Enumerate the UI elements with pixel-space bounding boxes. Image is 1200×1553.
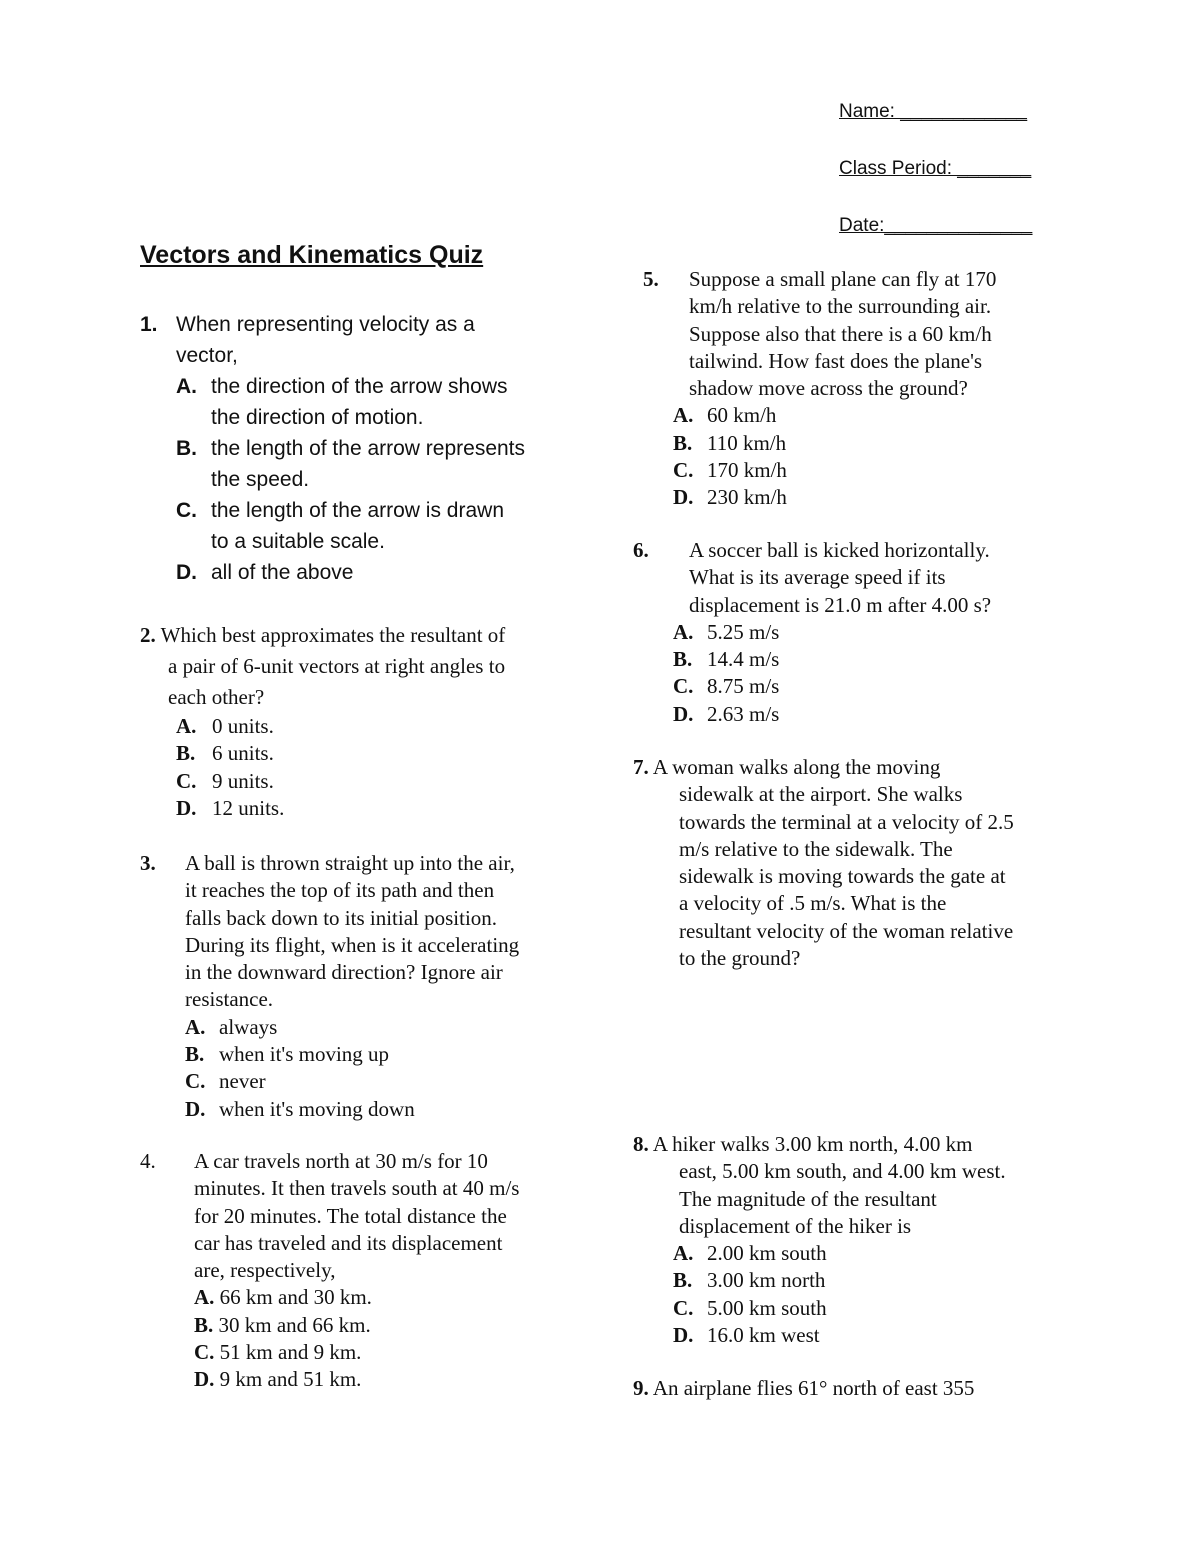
question-number: 4. [140,1149,156,1173]
option-letter: D. [673,701,694,726]
question-stem-line: A ball is thrown straight up into the air, [185,851,515,875]
question-stem-line: it reaches the top of its path and then [185,878,495,903]
option-b [140,740,570,767]
question-2 [140,620,570,822]
option-letter: D. [673,485,694,510]
question-4 [140,1148,580,1394]
option-letter: B. [176,437,197,460]
option-letter: C. [176,768,197,793]
question-number: 7. [633,755,649,779]
option-text: 14.4 m/s [707,647,780,672]
question-stem-line: displacement is 21.0 m after 4.00 s? [689,592,992,617]
date-field: Date:______________ [839,215,1033,236]
question-number: 3. [140,851,156,875]
option-text: 230 km/h [707,485,787,510]
option-text: 3.00 km north [707,1268,826,1293]
option-text: the length of the arrow represents [211,437,526,460]
option-letter: C. [673,1295,694,1320]
option-letter: A. [194,1285,215,1310]
option-text: when it's moving down [219,1096,415,1121]
option-a [633,619,1053,646]
option-c [633,673,1053,700]
option-c [140,1068,580,1095]
option-letter: B. [194,1312,214,1337]
option-text: never [219,1069,266,1094]
question-7 [633,754,1063,972]
option-a [140,713,570,740]
question-stem-line: km/h relative to the surrounding air. [689,294,992,319]
question-number: 9. [633,1376,649,1400]
option-c [633,1295,1063,1322]
option-letter: D. [194,1367,215,1392]
question-stem-line: falls back down to its initial position. [185,905,498,930]
question-number: 2. [140,623,156,647]
option-letter: B. [185,1042,205,1067]
option-letter: A. [673,1241,694,1266]
option-text: 170 km/h [707,458,787,483]
question-stem-line: What is its average speed if its [689,565,946,590]
question-stem-line: Suppose also that there is a 60 km/h [689,321,992,346]
option-letter: A. [176,375,197,398]
question-stem-line: When representing velocity as a [176,313,475,336]
question-stem-line: a velocity of .5 m/s. What is the [679,891,947,916]
option-text: 12 units. [212,795,285,820]
option-a [140,371,580,433]
question-stem-line: Suppose a small plane can fly at 170 [689,267,997,291]
option-text: 8.75 m/s [707,674,780,699]
option-a [140,1284,580,1311]
question-stem-line: displacement of the hiker is [679,1213,912,1238]
question-stem-line: A hiker walks 3.00 km north, 4.00 km [652,1132,973,1156]
option-d [640,484,1040,511]
question-stem-line: m/s relative to the sidewalk. The [679,836,953,861]
question-stem-line: sidewalk is moving towards the gate at [679,864,1006,889]
option-c [140,1339,580,1366]
option-text: 5.00 km south [707,1295,827,1320]
option-letter: C. [673,674,694,699]
name-field: Name: ____________ [839,101,1028,122]
option-letter: C. [185,1069,206,1094]
option-b [140,433,580,495]
question-stem-line: The magnitude of the resultant [679,1186,937,1211]
option-text: 2.00 km south [707,1241,827,1266]
page-title: Vectors and Kinematics Quiz [140,241,484,269]
option-text: all of the above [211,561,354,584]
option-text: when it's moving up [219,1042,390,1067]
option-letter: C. [176,499,197,522]
option-text: 30 km and 66 km. [218,1312,371,1337]
question-stem-line: a pair of 6-unit vectors at right angles to [168,654,506,678]
question-stem-line: resultant velocity of the woman relative [679,918,1014,943]
question-stem-line: towards the terminal at a velocity of 2.5 [679,809,1014,834]
option-letter: D. [176,561,197,584]
option-text: 5.25 m/s [707,619,780,644]
option-d [633,1322,1063,1349]
option-letter: D. [185,1096,206,1121]
question-stem-line: Which best approximates the resultant of [160,623,506,647]
question-stem-line: An airplane flies 61° north of east 355 [652,1376,975,1400]
option-text: the direction of motion. [211,406,424,429]
option-b [640,430,1040,457]
option-a [640,402,1040,429]
option-c [140,495,580,557]
option-b [140,1041,580,1068]
question-stem-line: each other? [168,685,265,709]
question-stem-line: A car travels north at 30 m/s for 10 [194,1149,488,1173]
option-text: always [219,1014,278,1039]
option-a [140,1014,580,1041]
option-text: 6 units. [212,741,274,766]
option-text: 16.0 km west [707,1323,820,1348]
option-letter: B. [673,1268,693,1293]
option-text: 110 km/h [707,430,787,455]
question-stem-line: to the ground? [679,946,801,971]
question-8 [633,1131,1063,1349]
option-d [140,1366,580,1393]
question-stem-line: for 20 minutes. The total distance the [194,1203,507,1228]
question-stem-line: During its flight, when is it accelerating [185,932,520,957]
option-d [140,795,570,822]
option-b [633,1267,1063,1294]
question-5 [640,266,1040,512]
option-text: to a suitable scale. [211,530,385,553]
option-c [140,768,570,795]
option-text: 66 km and 30 km. [219,1285,372,1310]
question-6 [633,537,1053,728]
option-text: 0 units. [212,714,274,738]
question-9 [633,1375,1063,1402]
question-stem-line: minutes. It then travels south at 40 m/s [194,1176,520,1201]
question-number: 1. [140,313,158,336]
question-stem-line: shadow move across the ground? [689,376,968,401]
option-text: 2.63 m/s [707,701,780,726]
option-text: 60 km/h [707,403,777,428]
question-stem-line: A woman walks along the moving [652,755,941,779]
question-1 [140,309,580,588]
question-stem-line: tailwind. How fast does the plane's [689,348,983,373]
option-text: the direction of the arrow shows [211,375,508,398]
question-3 [140,850,580,1123]
question-stem-line: sidewalk at the airport. She walks [679,782,963,807]
option-text: 51 km and 9 km. [219,1340,362,1365]
option-c [640,457,1040,484]
option-d [140,557,580,588]
option-text: the length of the arrow is drawn [211,499,504,522]
question-stem-line: east, 5.00 km south, and 4.00 km west. [679,1159,1006,1184]
option-letter: C. [194,1340,215,1365]
option-text: 9 km and 51 km. [219,1367,362,1392]
option-letter: A. [176,714,197,738]
question-stem-line: resistance. [185,987,274,1012]
option-letter: D. [673,1323,694,1348]
option-d [633,701,1053,728]
option-letter: A. [185,1014,206,1039]
question-number: 6. [633,538,649,562]
option-letter: A. [673,403,694,428]
question-number: 5. [643,267,659,291]
option-d [140,1096,580,1123]
question-stem-line: A soccer ball is kicked horizontally. [689,538,990,562]
question-stem-line: are, respectively, [194,1258,336,1283]
option-a [633,1240,1063,1267]
option-text: the speed. [211,468,310,491]
option-letter: B. [673,647,693,672]
option-b [633,646,1053,673]
option-letter: B. [176,741,196,766]
option-letter: D. [176,795,197,820]
class-period-field: Class Period: _______ [839,158,1032,179]
question-stem-line: vector, [176,344,238,367]
question-number: 8. [633,1132,649,1156]
option-letter: C. [673,458,694,483]
option-letter: B. [673,430,693,455]
option-text: 9 units. [212,768,274,793]
option-letter: A. [673,619,694,644]
option-b [140,1312,580,1339]
question-stem-line: in the downward direction? Ignore air [185,960,503,985]
question-stem-line: car has traveled and its displacement [194,1230,503,1255]
